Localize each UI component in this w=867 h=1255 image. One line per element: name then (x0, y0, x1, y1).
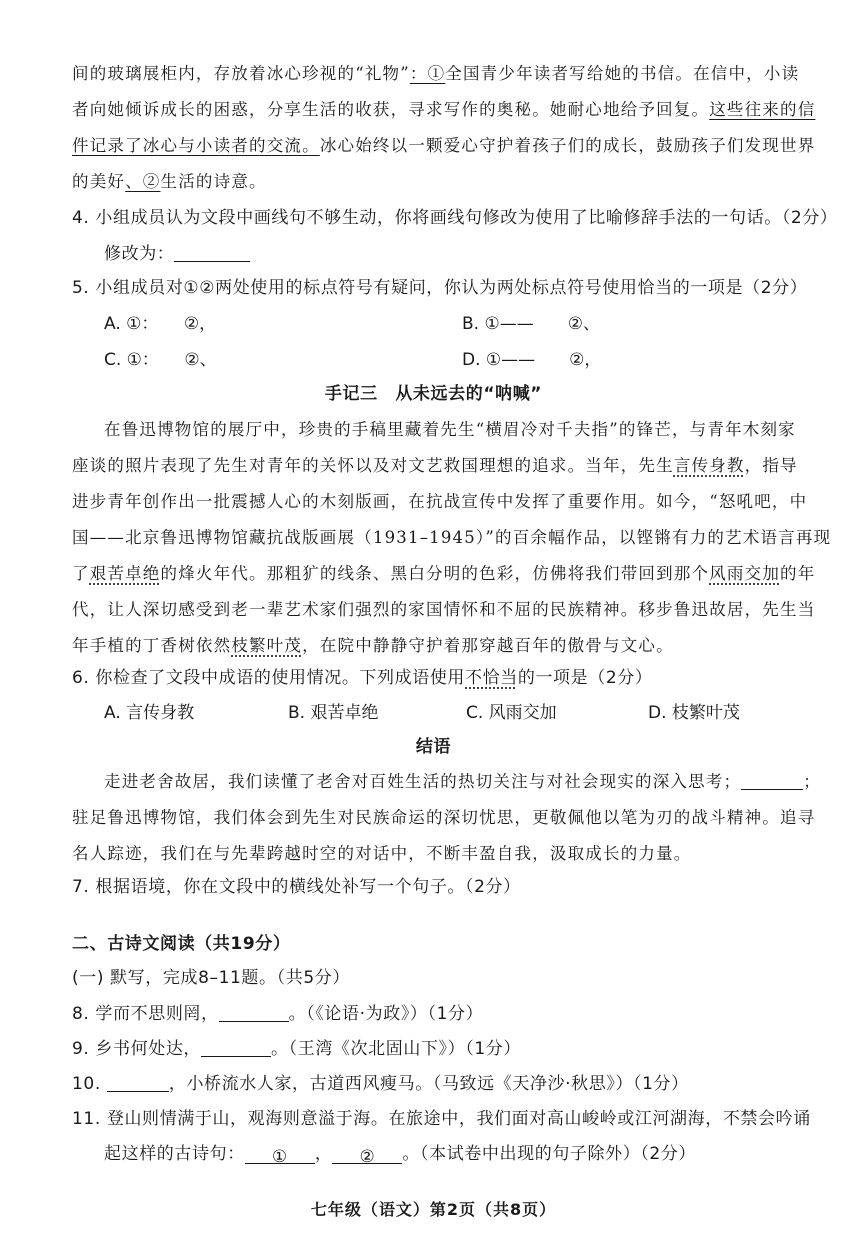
passage-line-4: 的美好、②生活的诗意。 (72, 172, 267, 191)
page-footer: 七年级（语文）第2页（共8页） (310, 1200, 557, 1219)
underlined-sentence: 件记录了冰心与小读者的交流。 (72, 136, 320, 155)
option-a[interactable]: A. 言传身教 (104, 703, 195, 723)
conclusion-line-1: 走进老舍故居，我们读懂了老舍对百姓生活的热切关注与对社会现实的深入思考； ； (104, 772, 821, 791)
note3-line-7: 年手植的丁香树依然枝繁叶茂，在院中静静守护着那穿越百年的傲骨与文心。 (72, 636, 674, 655)
question-11-line-2: 起这样的古诗句： ① ， ② 。（本试卷中出现的句子除外）（2分） (104, 1144, 697, 1167)
conclusion-line-2: 驻足鲁迅博物馆，我们体会到先生对民族命运的深切忧思，更敬佩他以笔为刃的战斗精神。追寻 (72, 808, 816, 827)
option-b[interactable]: B. ①—— ②、 (462, 314, 600, 334)
subsection-title: (一) 默写，完成8–11题。（共5分） (72, 968, 350, 988)
answer-blank[interactable] (107, 1073, 169, 1092)
question-8: 8. 学而不思则罔， 。（《论语·为政》）（1分） (72, 1004, 484, 1024)
conclusion-line-3: 名人踪迹，我们在与先辈跨越时空的对话中，不断丰盈自我，汲取成长的力量。 (72, 844, 692, 863)
passage-line-1: 间的玻璃展柜内，存放着冰心珍视的“礼物”：①全国青少年读者写给她的书信。在信中，小读 (72, 64, 800, 83)
underlined-sentence: 这些往来的信 (709, 100, 816, 119)
option-c[interactable]: C. 风雨交加 (466, 703, 557, 723)
question-6: 6. 你检查了文段中成语的使用情况。下列成语使用不恰当的一项是（2分） (72, 668, 653, 688)
question-10: 10. ，小桥流水人家，古道西风瘦马。（马致远《天净沙·秋思》）（1分） (72, 1074, 689, 1094)
passage-line-2: 者向她倾诉成长的困惑，分享生活的收获，寻求写作的奥秘。她耐心地给予回复。这些往来的信 (72, 100, 816, 119)
option-c[interactable]: C. ①： ②、 (104, 350, 217, 370)
option-d[interactable]: D. ①—— ②， (462, 350, 602, 370)
answer-blank[interactable] (219, 1003, 289, 1022)
note3-line-2: 座谈的照片表现了先生对青年的关怀以及对文艺救国理想的追求。当年，先生言传身教，指导 (72, 456, 798, 475)
section-title-note3: 手记三 从未远去的“呐喊” (324, 384, 543, 404)
question-5: 5. 小组成员对①②两处使用的标点符号有疑问，你认为两处标点符号使用恰当的一项是（2分） (72, 278, 808, 298)
section-title-classics: 二、古诗文阅读（共19分） (72, 934, 291, 954)
note3-line-6: 代，让人深切感受到老一辈艺术家们强烈的家国情怀和不屈的民族精神。移步鲁迅故居，先生当 (72, 600, 816, 619)
question-4-answer: 修改为： (104, 242, 250, 266)
question-9: 9. 乡书何处达， 。（王湾《次北固山下》）（1分） (72, 1039, 521, 1059)
answer-blank[interactable] (201, 1038, 271, 1057)
answer-blank[interactable] (174, 243, 250, 262)
note3-line-5: 了艰苦卓绝的烽火年代。那粗犷的线条、黑白分明的色彩，仿佛将我们带回到那个风雨交加的年 (72, 564, 816, 583)
option-d[interactable]: D. 枝繁叶茂 (648, 703, 740, 723)
answer-blank-1[interactable]: ① (245, 1145, 315, 1164)
note3-line-1: 在鲁迅博物馆的展厅中，珍贵的手稿里藏着先生“横眉冷对千夫指”的锋芒，与青年木刻家 (104, 420, 796, 439)
question-11: 11. 登山则情满于山，观海则意溢于海。在旅途中，我们面对高山峻岭或江河湖海，不禁会吟诵 (72, 1109, 811, 1129)
note3-line-4: 国——北京鲁迅博物馆藏抗战版画展（1931–1945）”的百余幅作品，以铿锵有力的艺术语言再现 (72, 528, 832, 547)
answer-blank[interactable] (741, 771, 803, 790)
question-7: 7. 根据语境，你在文段中的横线处补写一个句子。（2分） (72, 877, 521, 897)
option-a[interactable]: A. ①： ②， (104, 314, 217, 334)
question-4: 4. 小组成员认为文段中画线句不够生动，你将画线句修改为使用了比喻修辞手法的一句话。（2分） (72, 208, 838, 228)
answer-blank-2[interactable]: ② (332, 1145, 402, 1164)
note3-line-3: 进步青年创作出一批震撼人心的木刻版画，在抗战宣传中发挥了重要作用。如今，“怒吼吧，中 (72, 492, 808, 511)
section-title-conclusion: 结语 (415, 737, 452, 757)
passage-line-3: 件记录了冰心与小读者的交流。冰心始终以一颗爱心守护着孩子们的成长，鼓励孩子们发现世界 (72, 136, 816, 155)
option-b[interactable]: B. 艰苦卓绝 (288, 703, 379, 723)
